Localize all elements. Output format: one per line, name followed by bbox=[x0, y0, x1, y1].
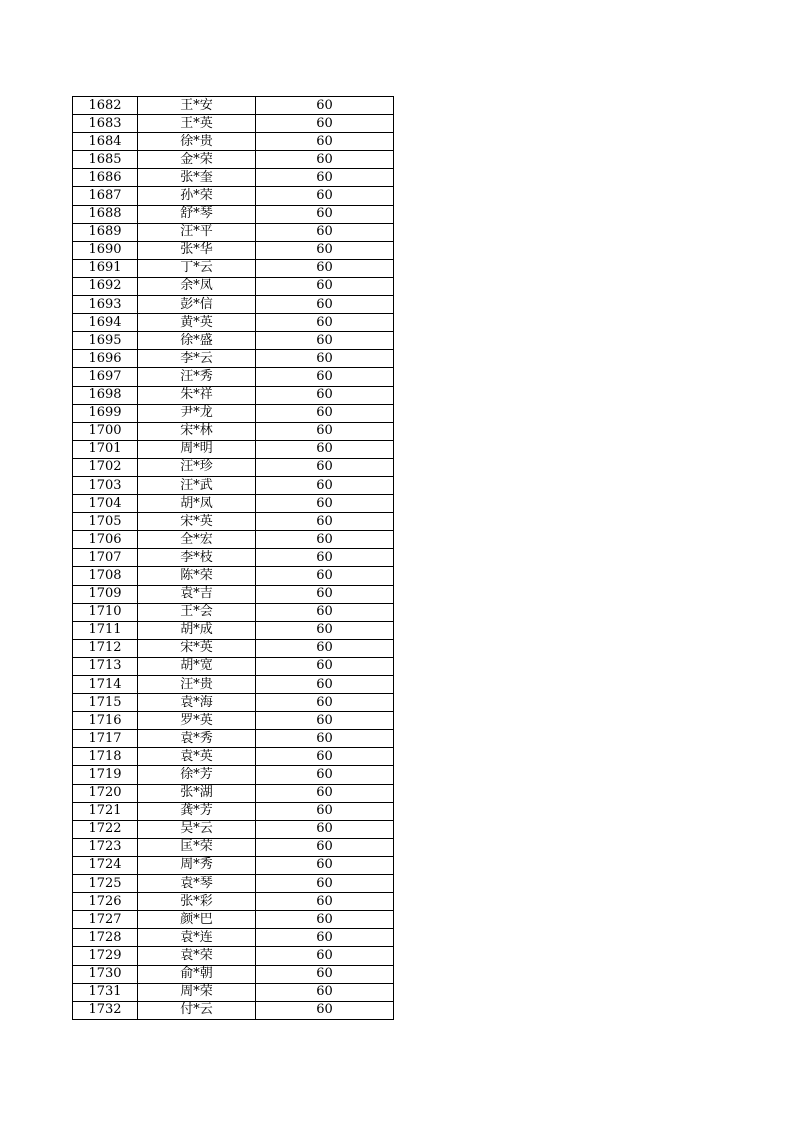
row-score-cell: 60 bbox=[256, 495, 394, 513]
row-name-cell: 王*会 bbox=[138, 603, 256, 621]
row-name-cell: 张*华 bbox=[138, 241, 256, 259]
row-id-cell: 1724 bbox=[73, 856, 138, 874]
row-score-cell: 60 bbox=[256, 151, 394, 169]
row-id-cell: 1732 bbox=[73, 1001, 138, 1019]
row-name-cell: 汪*平 bbox=[138, 223, 256, 241]
row-id-cell: 1711 bbox=[73, 621, 138, 639]
row-score-cell: 60 bbox=[256, 277, 394, 295]
table-row bbox=[73, 603, 394, 621]
row-name-cell: 徐*贵 bbox=[138, 133, 256, 151]
row-score-cell: 60 bbox=[256, 947, 394, 965]
table-row bbox=[73, 856, 394, 874]
row-id-cell: 1699 bbox=[73, 404, 138, 422]
row-id-cell: 1688 bbox=[73, 205, 138, 223]
table-row bbox=[73, 151, 394, 169]
row-name-cell: 袁*英 bbox=[138, 748, 256, 766]
table-row bbox=[73, 458, 394, 476]
row-name-cell: 宋*林 bbox=[138, 422, 256, 440]
row-name-cell: 徐*盛 bbox=[138, 332, 256, 350]
row-name-cell: 龚*芳 bbox=[138, 802, 256, 820]
row-id-cell: 1727 bbox=[73, 911, 138, 929]
row-score-cell: 60 bbox=[256, 422, 394, 440]
row-score-cell: 60 bbox=[256, 223, 394, 241]
row-id-cell: 1697 bbox=[73, 368, 138, 386]
row-score-cell: 60 bbox=[256, 585, 394, 603]
row-score-cell: 60 bbox=[256, 567, 394, 585]
row-name-cell: 李*枝 bbox=[138, 549, 256, 567]
row-name-cell: 袁*秀 bbox=[138, 730, 256, 748]
table-row bbox=[73, 983, 394, 1001]
row-name-cell: 朱*祥 bbox=[138, 386, 256, 404]
row-score-cell: 60 bbox=[256, 404, 394, 422]
row-id-cell: 1695 bbox=[73, 332, 138, 350]
table-row bbox=[73, 875, 394, 893]
row-name-cell: 周*明 bbox=[138, 440, 256, 458]
table-row bbox=[73, 259, 394, 277]
row-score-cell: 60 bbox=[256, 440, 394, 458]
row-name-cell: 胡*凤 bbox=[138, 495, 256, 513]
row-name-cell: 徐*芳 bbox=[138, 766, 256, 784]
row-id-cell: 1705 bbox=[73, 513, 138, 531]
row-score-cell: 60 bbox=[256, 549, 394, 567]
row-score-cell: 60 bbox=[256, 766, 394, 784]
row-score-cell: 60 bbox=[256, 929, 394, 947]
row-score-cell: 60 bbox=[256, 386, 394, 404]
table-row bbox=[73, 386, 394, 404]
row-score-cell: 60 bbox=[256, 802, 394, 820]
row-score-cell: 60 bbox=[256, 820, 394, 838]
table-row bbox=[73, 314, 394, 332]
table-row bbox=[73, 1001, 394, 1019]
row-name-cell: 全*宏 bbox=[138, 531, 256, 549]
row-score-cell: 60 bbox=[256, 784, 394, 802]
row-id-cell: 1708 bbox=[73, 567, 138, 585]
table-row bbox=[73, 296, 394, 314]
row-name-cell: 俞*朝 bbox=[138, 965, 256, 983]
table-row bbox=[73, 332, 394, 350]
row-id-cell: 1717 bbox=[73, 730, 138, 748]
row-score-cell: 60 bbox=[256, 712, 394, 730]
table-row bbox=[73, 513, 394, 531]
row-score-cell: 60 bbox=[256, 115, 394, 133]
table-row bbox=[73, 657, 394, 675]
row-id-cell: 1714 bbox=[73, 676, 138, 694]
row-score-cell: 60 bbox=[256, 676, 394, 694]
row-score-cell: 60 bbox=[256, 694, 394, 712]
row-id-cell: 1728 bbox=[73, 929, 138, 947]
table-body bbox=[73, 97, 394, 1020]
row-score-cell: 60 bbox=[256, 368, 394, 386]
row-name-cell: 舒*琴 bbox=[138, 205, 256, 223]
row-name-cell: 袁*吉 bbox=[138, 585, 256, 603]
table-row bbox=[73, 893, 394, 911]
row-name-cell: 胡*宽 bbox=[138, 657, 256, 675]
row-score-cell: 60 bbox=[256, 621, 394, 639]
row-name-cell: 余*凤 bbox=[138, 277, 256, 295]
row-score-cell: 60 bbox=[256, 911, 394, 929]
row-name-cell: 黄*英 bbox=[138, 314, 256, 332]
row-name-cell: 袁*连 bbox=[138, 929, 256, 947]
row-id-cell: 1686 bbox=[73, 169, 138, 187]
row-score-cell: 60 bbox=[256, 97, 394, 115]
row-name-cell: 宋*英 bbox=[138, 639, 256, 657]
row-name-cell: 付*云 bbox=[138, 1001, 256, 1019]
row-id-cell: 1690 bbox=[73, 241, 138, 259]
table-row bbox=[73, 748, 394, 766]
row-name-cell: 汪*珍 bbox=[138, 458, 256, 476]
row-name-cell: 吴*云 bbox=[138, 820, 256, 838]
row-name-cell: 李*云 bbox=[138, 350, 256, 368]
row-score-cell: 60 bbox=[256, 856, 394, 874]
row-score-cell: 60 bbox=[256, 187, 394, 205]
row-score-cell: 60 bbox=[256, 241, 394, 259]
table-row bbox=[73, 549, 394, 567]
row-id-cell: 1731 bbox=[73, 983, 138, 1001]
row-name-cell: 张*彩 bbox=[138, 893, 256, 911]
row-id-cell: 1698 bbox=[73, 386, 138, 404]
table-row bbox=[73, 223, 394, 241]
table-row bbox=[73, 187, 394, 205]
row-score-cell: 60 bbox=[256, 259, 394, 277]
row-name-cell: 汪*贵 bbox=[138, 676, 256, 694]
table-row bbox=[73, 476, 394, 494]
row-name-cell: 王*英 bbox=[138, 115, 256, 133]
data-table bbox=[72, 96, 394, 1020]
row-id-cell: 1694 bbox=[73, 314, 138, 332]
row-id-cell: 1720 bbox=[73, 784, 138, 802]
row-name-cell: 张*奎 bbox=[138, 169, 256, 187]
row-id-cell: 1725 bbox=[73, 875, 138, 893]
row-id-cell: 1692 bbox=[73, 277, 138, 295]
row-id-cell: 1700 bbox=[73, 422, 138, 440]
row-id-cell: 1684 bbox=[73, 133, 138, 151]
row-score-cell: 60 bbox=[256, 314, 394, 332]
row-name-cell: 王*安 bbox=[138, 97, 256, 115]
row-id-cell: 1706 bbox=[73, 531, 138, 549]
row-name-cell: 陈*荣 bbox=[138, 567, 256, 585]
row-score-cell: 60 bbox=[256, 838, 394, 856]
table-row bbox=[73, 350, 394, 368]
row-score-cell: 60 bbox=[256, 893, 394, 911]
row-id-cell: 1718 bbox=[73, 748, 138, 766]
row-name-cell: 汪*秀 bbox=[138, 368, 256, 386]
row-id-cell: 1712 bbox=[73, 639, 138, 657]
row-score-cell: 60 bbox=[256, 603, 394, 621]
row-name-cell: 张*湖 bbox=[138, 784, 256, 802]
row-name-cell: 袁*荣 bbox=[138, 947, 256, 965]
table-row bbox=[73, 802, 394, 820]
row-score-cell: 60 bbox=[256, 875, 394, 893]
row-id-cell: 1730 bbox=[73, 965, 138, 983]
row-name-cell: 周*秀 bbox=[138, 856, 256, 874]
table-row bbox=[73, 531, 394, 549]
row-id-cell: 1722 bbox=[73, 820, 138, 838]
row-score-cell: 60 bbox=[256, 730, 394, 748]
row-id-cell: 1691 bbox=[73, 259, 138, 277]
row-name-cell: 金*荣 bbox=[138, 151, 256, 169]
row-name-cell: 孙*荣 bbox=[138, 187, 256, 205]
row-id-cell: 1693 bbox=[73, 296, 138, 314]
table-row bbox=[73, 947, 394, 965]
row-name-cell: 袁*海 bbox=[138, 694, 256, 712]
table-row bbox=[73, 838, 394, 856]
row-score-cell: 60 bbox=[256, 1001, 394, 1019]
row-score-cell: 60 bbox=[256, 513, 394, 531]
row-name-cell: 汪*武 bbox=[138, 476, 256, 494]
table-row bbox=[73, 241, 394, 259]
row-id-cell: 1682 bbox=[73, 97, 138, 115]
row-score-cell: 60 bbox=[256, 296, 394, 314]
table-row bbox=[73, 965, 394, 983]
row-id-cell: 1715 bbox=[73, 694, 138, 712]
row-id-cell: 1702 bbox=[73, 458, 138, 476]
row-id-cell: 1729 bbox=[73, 947, 138, 965]
table-row bbox=[73, 712, 394, 730]
table-row bbox=[73, 820, 394, 838]
row-id-cell: 1716 bbox=[73, 712, 138, 730]
row-name-cell: 丁*云 bbox=[138, 259, 256, 277]
row-id-cell: 1689 bbox=[73, 223, 138, 241]
row-score-cell: 60 bbox=[256, 332, 394, 350]
table-row bbox=[73, 694, 394, 712]
row-id-cell: 1683 bbox=[73, 115, 138, 133]
table-row bbox=[73, 495, 394, 513]
row-name-cell: 尹*龙 bbox=[138, 404, 256, 422]
row-score-cell: 60 bbox=[256, 965, 394, 983]
table-row bbox=[73, 97, 394, 115]
table-row bbox=[73, 115, 394, 133]
row-id-cell: 1709 bbox=[73, 585, 138, 603]
row-score-cell: 60 bbox=[256, 983, 394, 1001]
row-id-cell: 1696 bbox=[73, 350, 138, 368]
table-row bbox=[73, 929, 394, 947]
row-name-cell: 罗*英 bbox=[138, 712, 256, 730]
row-id-cell: 1723 bbox=[73, 838, 138, 856]
row-id-cell: 1726 bbox=[73, 893, 138, 911]
row-score-cell: 60 bbox=[256, 639, 394, 657]
row-score-cell: 60 bbox=[256, 531, 394, 549]
table-row bbox=[73, 676, 394, 694]
table-row bbox=[73, 639, 394, 657]
row-score-cell: 60 bbox=[256, 205, 394, 223]
row-name-cell: 周*荣 bbox=[138, 983, 256, 1001]
row-id-cell: 1710 bbox=[73, 603, 138, 621]
table-row bbox=[73, 440, 394, 458]
row-score-cell: 60 bbox=[256, 657, 394, 675]
row-score-cell: 60 bbox=[256, 458, 394, 476]
row-score-cell: 60 bbox=[256, 133, 394, 151]
table-row bbox=[73, 766, 394, 784]
row-id-cell: 1701 bbox=[73, 440, 138, 458]
table-row bbox=[73, 404, 394, 422]
table-row bbox=[73, 133, 394, 151]
table-row bbox=[73, 277, 394, 295]
table-row bbox=[73, 911, 394, 929]
table-row bbox=[73, 205, 394, 223]
row-score-cell: 60 bbox=[256, 748, 394, 766]
row-id-cell: 1719 bbox=[73, 766, 138, 784]
row-id-cell: 1707 bbox=[73, 549, 138, 567]
row-name-cell: 颜*巴 bbox=[138, 911, 256, 929]
row-name-cell: 袁*琴 bbox=[138, 875, 256, 893]
table-row bbox=[73, 585, 394, 603]
table-row bbox=[73, 784, 394, 802]
row-name-cell: 彭*信 bbox=[138, 296, 256, 314]
row-name-cell: 宋*英 bbox=[138, 513, 256, 531]
row-id-cell: 1687 bbox=[73, 187, 138, 205]
table-row bbox=[73, 368, 394, 386]
row-score-cell: 60 bbox=[256, 476, 394, 494]
table-row bbox=[73, 567, 394, 585]
table-row bbox=[73, 621, 394, 639]
row-name-cell: 胡*成 bbox=[138, 621, 256, 639]
row-score-cell: 60 bbox=[256, 169, 394, 187]
table-row bbox=[73, 169, 394, 187]
table-row bbox=[73, 422, 394, 440]
row-id-cell: 1703 bbox=[73, 476, 138, 494]
table-row bbox=[73, 730, 394, 748]
row-id-cell: 1704 bbox=[73, 495, 138, 513]
row-id-cell: 1713 bbox=[73, 657, 138, 675]
row-id-cell: 1685 bbox=[73, 151, 138, 169]
row-name-cell: 匡*荣 bbox=[138, 838, 256, 856]
row-id-cell: 1721 bbox=[73, 802, 138, 820]
row-score-cell: 60 bbox=[256, 350, 394, 368]
